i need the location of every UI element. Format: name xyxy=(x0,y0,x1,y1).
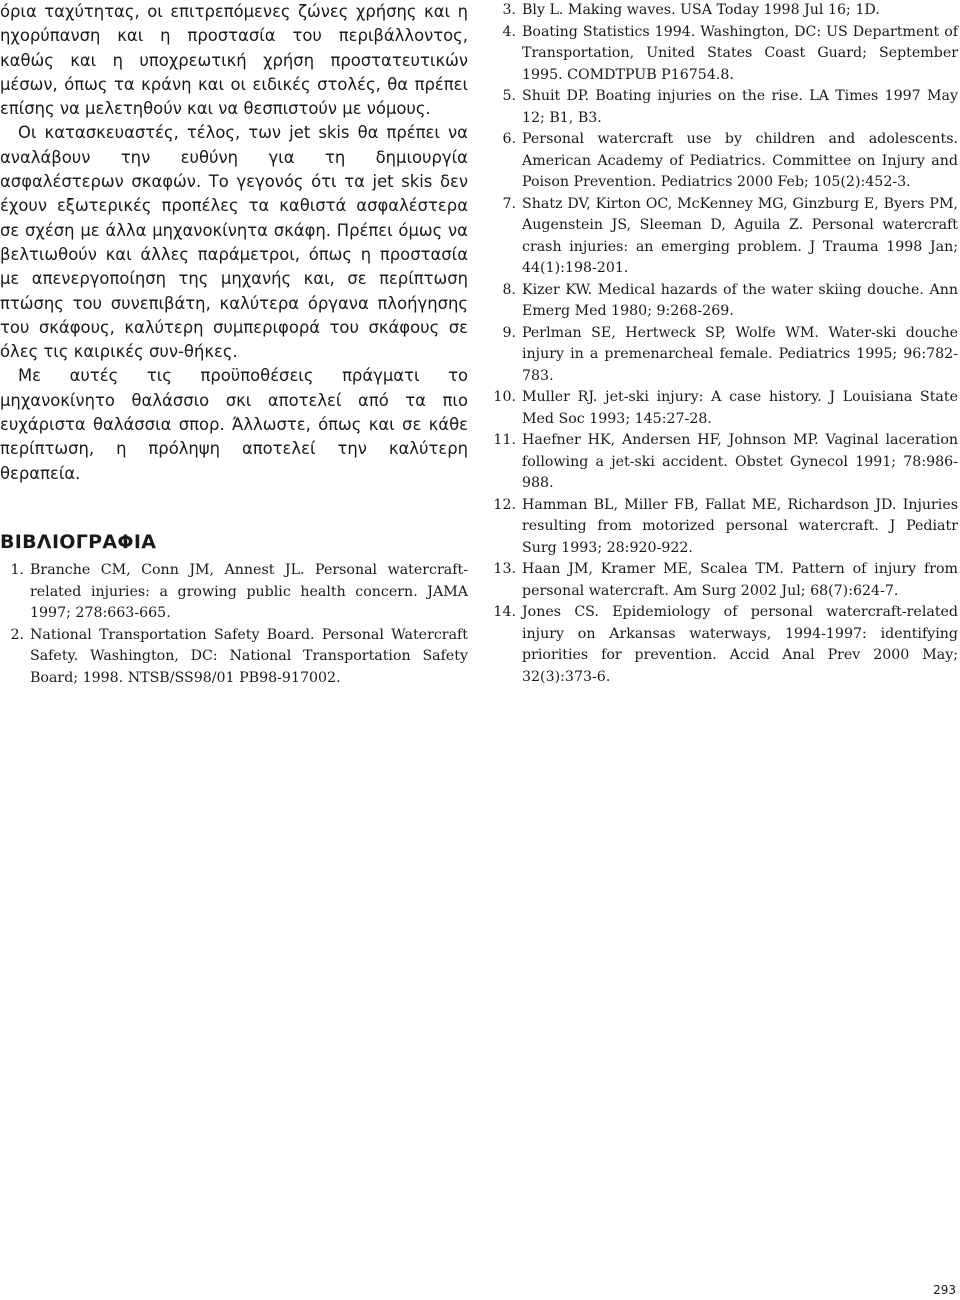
reference-text: Boating Statistics 1994. Washington, DC: US Department of Transportation, United States Coast Guard; September 1995. COMDTPUB P16754.8. xyxy=(522,23,958,83)
reference-text: Bly L. Making waves. USA Today 1998 Jul 16; 1D. xyxy=(522,2,880,18)
reference-number: 7. xyxy=(502,195,516,212)
reference-item xyxy=(490,0,958,22)
reference-item xyxy=(490,559,958,602)
reference-item xyxy=(490,194,958,280)
reference-list-right xyxy=(490,0,958,688)
reference-number: 1. xyxy=(10,562,24,579)
reference-text: Haan JM, Kramer ME, Scalea TM. Pattern of injury from personal watercraft. Am Surg 2002 Jul; 68(7):624-7. xyxy=(522,561,958,599)
reference-item xyxy=(490,22,958,87)
reference-text: Kizer KW. Medical hazards of the water skiing douche. Ann Emerg Med 1980; 9:268-269. xyxy=(522,281,958,319)
reference-item xyxy=(490,129,958,194)
reference-item xyxy=(490,495,958,560)
body-paragraph: όρια ταχύτητας, οι επιτρεπόμενες ζώνες χρήσης και η ηχορύπανση και η προστασία του περιβάλλοντος, καθώς και η υποχρεωτική χρήση προστατευτικών μέσων, όπως τα κράνη και οι ειδικές στολές, θα πρέπει επίσης να μελετηθούν και να θεσπιστούν με νόμους. xyxy=(0,2,468,119)
reference-item xyxy=(490,280,958,323)
reference-text: Personal watercraft use by children and adolescents. American Academy of Pediatrics. Committee on Injury and Poison Prevention. Pediatrics 2000 Feb; 105(2):452-3. xyxy=(522,131,958,190)
reference-item xyxy=(490,86,958,129)
reference-number: 12. xyxy=(493,496,516,513)
reference-number: 13. xyxy=(493,561,516,577)
reference-text: Perlman SE, Hertweck SP, Wolfe WM. Water-ski douche injury in a premenarcheal female. Pediatrics 1995; 96:782-783. xyxy=(522,324,958,384)
reference-item xyxy=(490,387,958,430)
right-column xyxy=(490,0,958,688)
reference-number: 9. xyxy=(502,324,516,341)
reference-list-left xyxy=(0,560,468,689)
reference-item xyxy=(490,602,958,688)
reference-text: National Transportation Safety Board. Personal Watercraft Safety. Washington, DC: National Transportation Safety Board; 1998. NTSB/SS98/01 PB98-917002. xyxy=(30,626,468,686)
reference-number: 2. xyxy=(10,626,24,643)
reference-number: 14. xyxy=(493,604,516,620)
bibliography-heading: ΒΙΒΛΙΟΓΡΑΦΙΑ xyxy=(0,530,157,553)
reference-item xyxy=(490,323,958,388)
reference-item xyxy=(490,430,958,495)
reference-text: Branche CM, Conn JM, Annest JL. Personal watercraft-related injuries: a growing public health concern. JAMA 1997; 278:663-665. xyxy=(30,562,468,622)
reference-text: Hamman BL, Miller FB, Fallat ME, Richardson JD. Injuries resulting from motorized personal watercraft. J Pediatr Surg 1993; 28:920-922. xyxy=(522,496,958,556)
reference-text: Shuit DP. Boating injuries on the rise. LA Times 1997 May 12; B1, B3. xyxy=(522,88,958,126)
left-column xyxy=(0,0,468,689)
reference-number: 6. xyxy=(502,131,516,147)
reference-text: Haefner HK, Andersen HF, Johnson MP. Vaginal laceration following a jet-ski accident. Obstet Gynecol 1991; 78:986-988. xyxy=(522,432,958,491)
body-paragraph: Με αυτές τις προϋποθέσεις πράγματι το μηχανοκίνητο θαλάσσιο σκι αποτελεί από τα πιο ευχάριστα θαλάσσια σπορ. Άλλωστε, όπως και σε κάθε περίπτωση, η πρόληψη αποτελεί την καλύτερη θεραπεία. xyxy=(0,366,468,483)
reference-text: Muller RJ. jet-ski injury: A case history. J Louisiana State Med Soc 1993; 145:27-28. xyxy=(522,389,958,427)
reference-number: 8. xyxy=(502,281,516,298)
page-number: 293 xyxy=(933,1283,956,1297)
reference-item xyxy=(0,560,468,625)
reference-number: 5. xyxy=(502,88,516,104)
body-paragraph: Οι κατασκευαστές, τέλος, των jet skis θα πρέπει να αναλάβουν την ευθύνη για τη δημιουργία ασφαλέστερων σκαφών. Το γεγονός ότι τα jet skis δεν έχουν εξωτερικές προπέλες τα καθιστά ασφαλέστερα σε σχέση με άλλα μηχανοκίνητα σκάφη. Πρέπει όμως να βελτιωθούν και άλλες παράμετροι, όπως η προστασία με απενεργοποίηση της μηχανής και, σε περίπτωση πτώσης του συνεπιβάτη, καλύτερα όργανα πλοήγησης του σκάφους, καλύτερη συμπεριφορά του σκάφους σε όλες τις καιρικές συν-θήκες. xyxy=(0,123,468,362)
reference-number: 3. xyxy=(502,2,516,18)
reference-text: Shatz DV, Kirton OC, McKenney MG, Ginzburg E, Byers PM, Augenstein JS, Sleeman D, Aguila Z. Personal watercraft crash injuries: an emerging problem. J Trauma 1998 Jan; 44(1):198-201. xyxy=(522,195,958,276)
reference-number: 10. xyxy=(493,389,516,405)
reference-item xyxy=(0,625,468,690)
reference-text: Jones CS. Epidemiology of personal watercraft-related injury on Arkansas waterways, 1994-1997: identifying priorities for prevention. Accid Anal Prev 2000 May; 32(3):373-6. xyxy=(522,604,958,685)
reference-number: 11. xyxy=(493,432,516,448)
reference-number: 4. xyxy=(502,23,516,40)
